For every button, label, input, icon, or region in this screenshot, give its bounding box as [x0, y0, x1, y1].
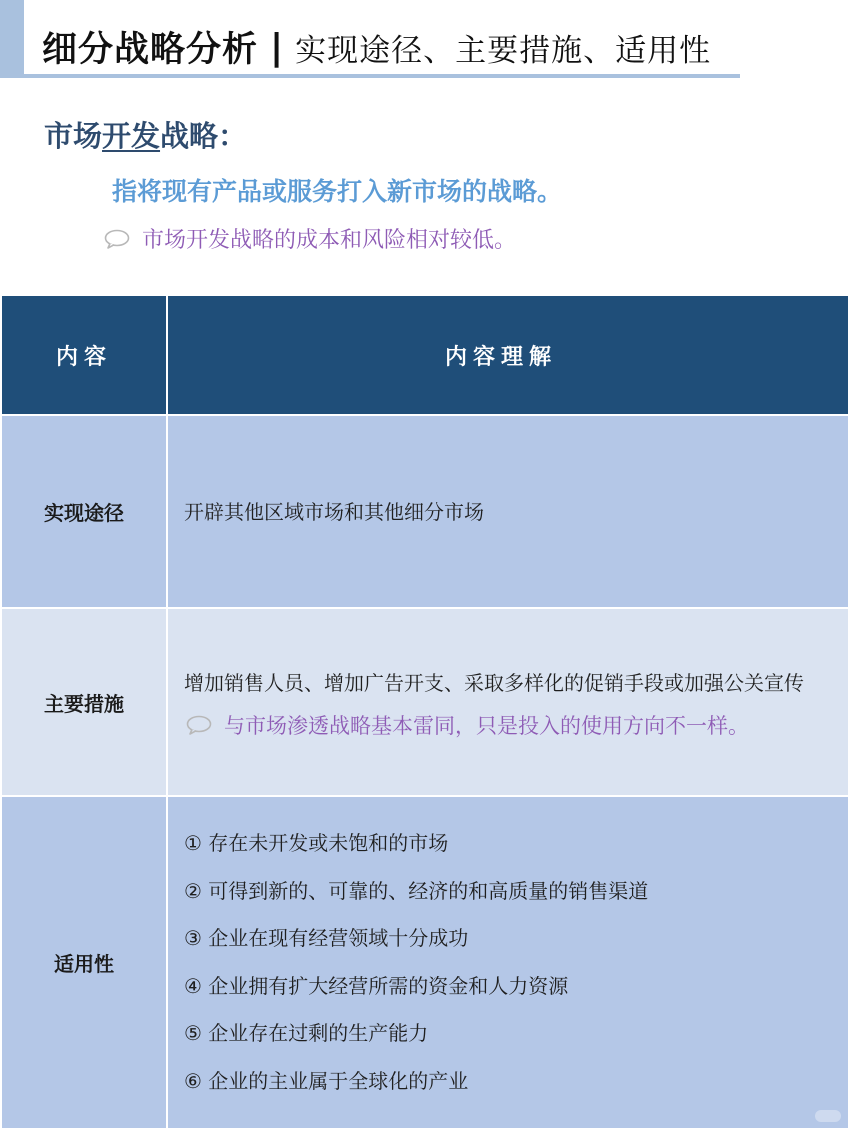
header-cell-content [2, 296, 168, 414]
table-row [2, 414, 848, 607]
section-title-prefix: 市场 [44, 119, 103, 153]
intro-note-text: 市场开发战略的成本和风险相对较低。 [142, 228, 517, 253]
table-row [2, 607, 848, 795]
row-text: 开辟其他区域市场和其他细分市场 [184, 499, 484, 524]
list-item: ⑥ 企业的主业属于全球化的产业 [184, 1068, 469, 1093]
table-row [2, 795, 848, 1128]
header-cell-understanding [168, 296, 848, 414]
row-note [186, 710, 834, 740]
row-content-cell [168, 797, 848, 1128]
speech-bubble-icon [186, 715, 212, 735]
page-header [42, 22, 711, 72]
intro-note [104, 223, 516, 254]
row-label: 适用性 [54, 952, 114, 976]
list-item: ③ 企业在现有经营领域十分成功 [184, 926, 469, 950]
strategy-definition: 指将现有产品或服务打入新市场的战略。 [112, 177, 563, 206]
row-label-cell [2, 416, 168, 607]
header-separator: | [270, 26, 284, 68]
list-item: ① 存在未开发或未饱和的市场 [184, 831, 449, 855]
section-title [44, 114, 247, 155]
strategy-table [2, 296, 848, 1128]
page-title: 细分战略分析 [42, 30, 259, 70]
section-title-underlined: 开发 [102, 119, 161, 153]
row-label-cell [2, 797, 168, 1128]
list-item: ④ 企业拥有扩大经营所需的资金和人力资源 [184, 973, 569, 998]
table-header-row [2, 296, 848, 414]
row-label: 实现途径 [44, 501, 124, 525]
list-item: ② 可得到新的、可靠的、经济的和高质量的销售渠道 [184, 878, 649, 903]
row-note-text: 与市场渗透战略基本雷同，只是投入的使用方向不一样。 [224, 714, 749, 738]
header-content-label: 内容 [55, 344, 112, 370]
row-label: 主要措施 [44, 691, 124, 716]
row-content-cell [168, 609, 848, 795]
watermark [815, 1110, 841, 1122]
header-accent-bar [0, 0, 24, 78]
row-label-cell [2, 609, 168, 795]
section-title-suffix: 战略： [160, 119, 248, 153]
page-subtitle: 实现途径、主要措施、适用性 [295, 32, 712, 69]
list-item: ⑤ 企业存在过剩的生产能力 [184, 1021, 429, 1045]
header-understanding-label: 内容理解 [444, 344, 557, 370]
speech-bubble-icon [104, 229, 130, 249]
row-content-cell [168, 416, 848, 607]
header-underline [18, 74, 740, 78]
row-text: 增加销售人员、增加广告开支、采取多样化的促销手段或加强公关宣传 [184, 671, 804, 695]
